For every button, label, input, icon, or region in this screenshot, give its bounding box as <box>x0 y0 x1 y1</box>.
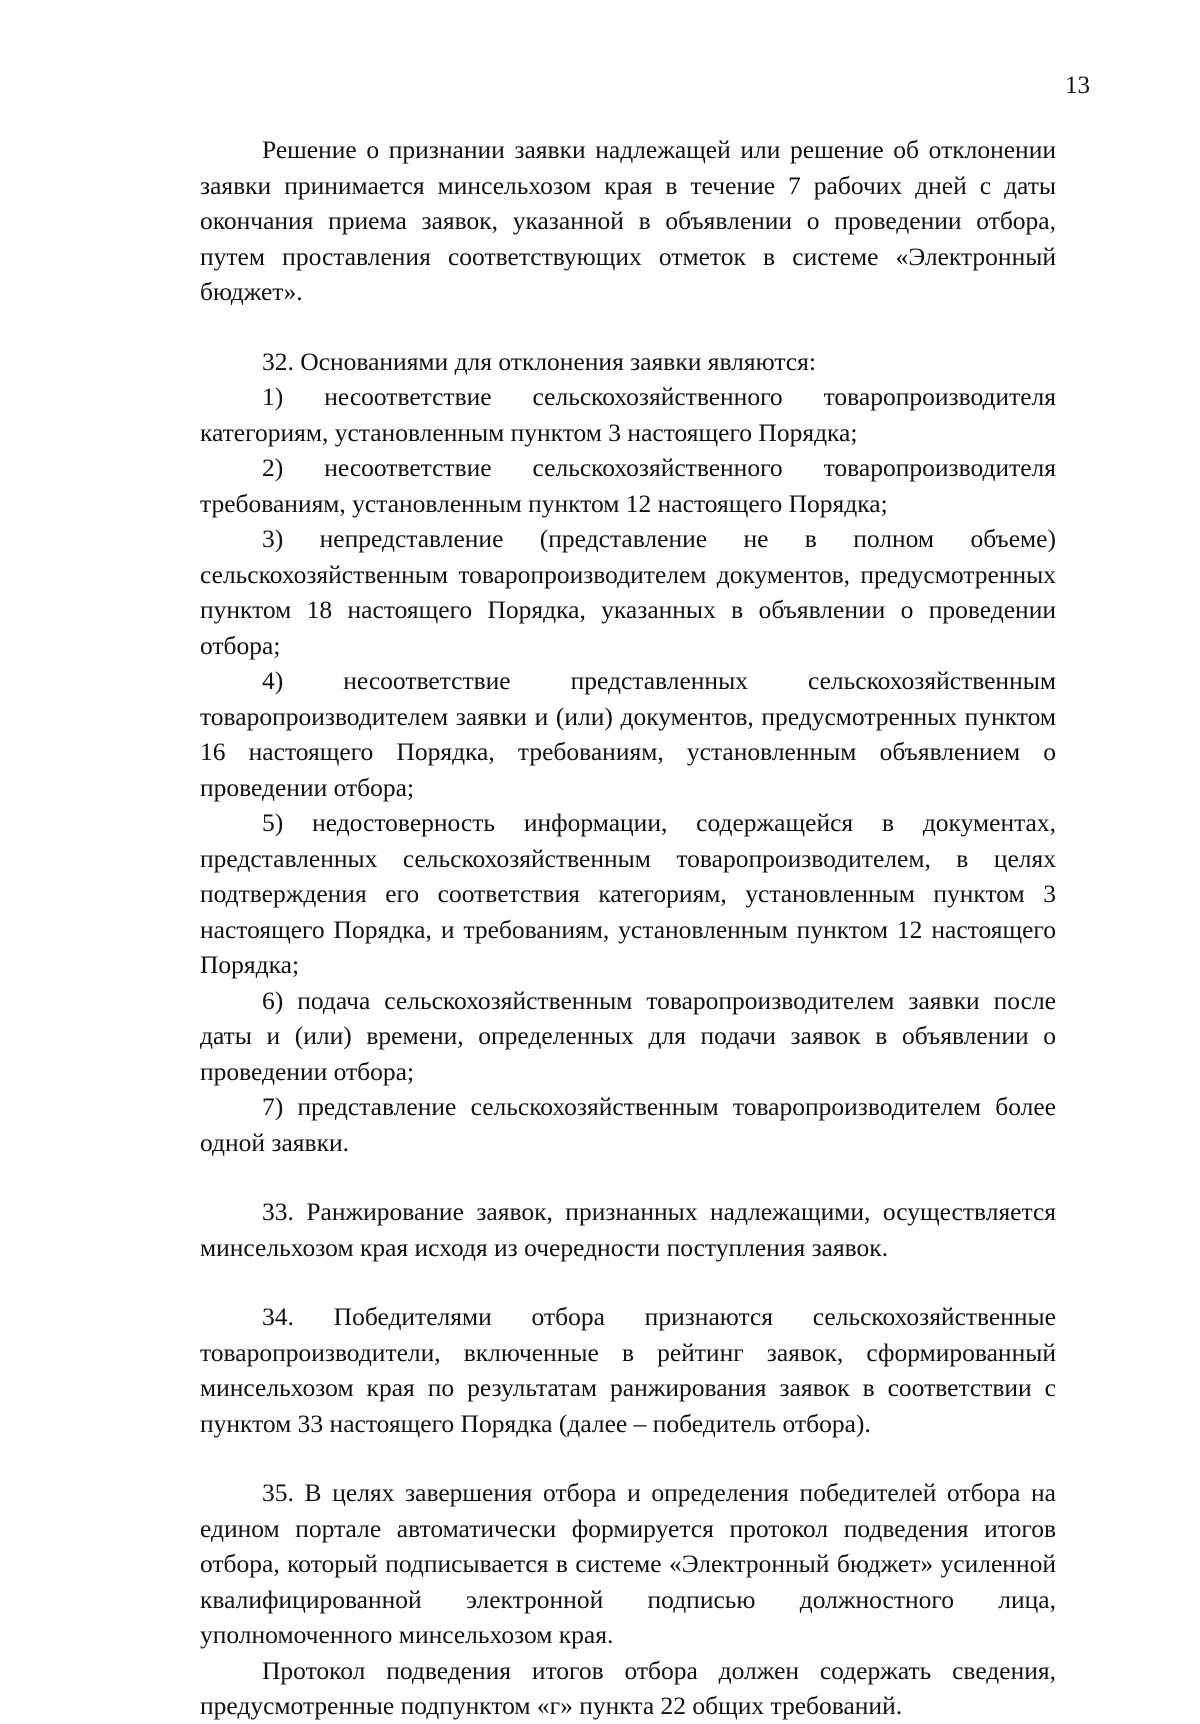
document-body <box>200 132 1056 1724</box>
list-item-32-4: 4) несоответствие представленных сельскохозяйственным товаропроизводителем заявки и (или) документов, предусмотренных пунктом 16 настоящего Порядка, требованиям, установленным объявлением о проведении отбора; <box>200 666 1056 802</box>
paragraph-34: 34. Победителями отбора признаются сельскохозяйственные товаропроизводители, включенные в рейтинг заявок, сформированный минсельхозом края по результатам ранжирования заявок в соответствии с пунктом 33 настоящего Порядка (далее – победитель отбора). <box>200 1302 1056 1438</box>
list-item-32-6: 6) подача сельскохозяйственным товаропроизводителем заявки после даты и (или) времени, определенных для подачи заявок в объявлении о проведении отбора; <box>200 985 1056 1086</box>
list-item-32-2: 2) несоответствие сельскохозяйственного товаропроизводителя требованиям, установленным пунктом 12 настоящего Порядка; <box>200 453 1056 518</box>
paragraph-35: 35. В целях завершения отбора и определения победителей отбора на едином портале автоматически формируется протокол подведения итогов отбора, который подписывается в системе «Электронный бюджет» усиленной квалифицированной электронной подписью должностного лица, уполномоченного минсельхозом края. <box>200 1478 1056 1649</box>
paragraph-33: 33. Ранжирование заявок, признанных надлежащими, осуществляется минсельхозом края исходя из очередности поступления заявок. <box>200 1197 1056 1262</box>
paragraph-35-protocol: Протокол подведения итогов отбора должен содержать сведения, предусмотренные подпунктом «г» пункта 22 общих требований. <box>200 1655 1056 1720</box>
list-item-32-7: 7) представление сельскохозяйственным товаропроизводителем более одной заявки. <box>200 1092 1056 1157</box>
paragraph-32-heading: 32. Основаниями для отклонения заявки являются: <box>262 346 816 376</box>
list-item-32-1: 1) несоответствие сельскохозяйственного товаропроизводителя категориям, установленным пунктом 3 настоящего Порядка; <box>200 382 1056 447</box>
list-item-32-5: 5) недостоверность информации, содержащейся в документах, представленных сельскохозяйственным товаропроизводителем, в целях подтверждения его соответствия категориям, установленным пунктом 3 настоящего Порядка, и требованиям, установленным пунктом 12 настоящего Порядка; <box>200 808 1056 979</box>
list-item-32-3: 3) непредставление (представление не в полном объеме) сельскохозяйственным товаропроизводителем документов, предусмотренных пунктом 18 настоящего Порядка, указанных в объявлении о проведении отбора; <box>200 524 1056 660</box>
page-number: 13 <box>1065 72 1090 99</box>
paragraph-decision-term: Решение о признании заявки надлежащей или решение об отклонении заявки принимается минсельхозом края в течение 7 рабочих дней с даты окончания приема заявок, указанной в объявлении о проведении отбора, путем проставления соответствующих отметок в системе «Электронный бюджет». <box>200 135 1056 306</box>
